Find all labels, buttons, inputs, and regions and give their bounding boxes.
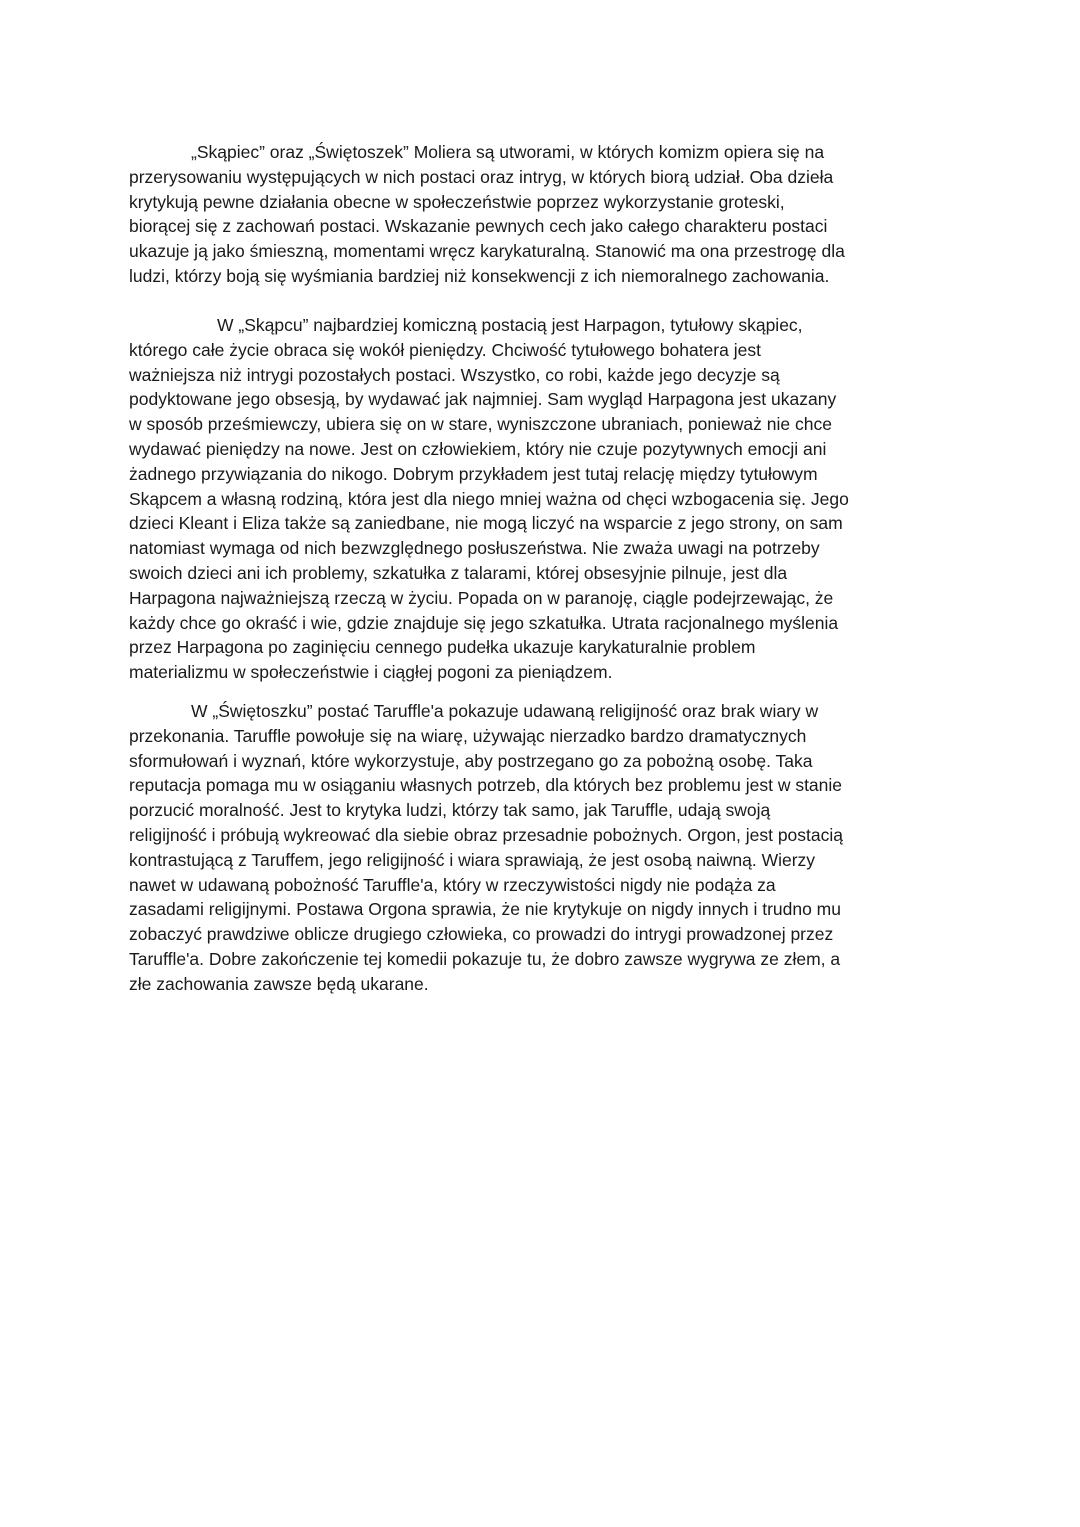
paragraph-line: swoich dzieci ani ich problemy, szkatułka z talarami, której obsesyjnie pilnuje, jest dla xyxy=(129,562,788,583)
paragraph-line: ważniejsza niż intrygi pozostałych postaci. Wszystko, co robi, każde jego decyzje są xyxy=(129,364,780,385)
paragraph-line: zobaczyć prawdziwe oblicze drugiego człowieka, co prowadzi do intrygi prowadzonej przez xyxy=(129,924,834,945)
paragraph-line: religijność i próbują wykreować dla siebie obraz przesadnie pobożnych. Orgon, jest postacią xyxy=(129,824,843,845)
paragraph-line: materializmu w społeczeństwie i ciągłej pogoni za pieniądzem. xyxy=(129,662,613,683)
paragraph-line: przez Harpagona po zaginięciu cennego pudełka ukazuje karykaturalnie problem xyxy=(129,637,756,658)
paragraph-line: podyktowane jego obsesją, by wydawać jak najmniej. Sam wygląd Harpagona jest ukazany xyxy=(129,389,837,410)
paragraph-skapiec xyxy=(129,313,955,685)
paragraph-line: dzieci Kleant i Eliza także są zaniedbane, nie mogą liczyć na wsparcie z jego strony, on sam xyxy=(129,513,843,534)
paragraph-line: którego całe życie obraca się wokół pieniędzy. Chciwość tytułowego bohatera jest xyxy=(129,339,761,360)
paragraph-line: ludzi, którzy boją się wyśmiania bardziej niż konsekwencji z ich niemoralnego zachowania. xyxy=(129,265,830,286)
paragraph-line: biorącej się z zachowań postaci. Wskazanie pewnych cech jako całego charakteru postaci xyxy=(129,216,828,237)
paragraph-line: w sposób prześmiewczy, ubiera się on w stare, wyniszczone ubraniach, ponieważ nie chce xyxy=(129,414,832,435)
paragraph-line: kontrastującą z Taruffem, jego religijność i wiara sprawiają, że jest osobą naiwną. Wierzy xyxy=(129,849,816,870)
paragraph-line: złe zachowania zawsze będą ukarane. xyxy=(129,973,429,994)
paragraph-line: „Skąpiec” oraz „Świętoszek” Moliera są utworami, w których komizm opiera się na xyxy=(191,142,825,162)
paragraph-line: sformułowań i wyznań, które wykorzystuje, aby postrzegano go za pobożną osobę. Taka xyxy=(129,750,813,771)
paragraph-line: W „Świętoszku” postać Taruffle'a pokazuje udawaną religijność oraz brak wiary w xyxy=(191,701,819,721)
paragraph-swietoszek xyxy=(129,699,955,997)
paragraph-line: każdy chce go okraść i wie, gdzie znajduje się jego szkatułka. Utrata racjonalnego myślenia xyxy=(129,612,839,633)
paragraph-line: Skąpcem a własną rodziną, która jest dla niego mniej ważna od chęci wzbogacenia się. Jego xyxy=(129,488,849,509)
paragraph-line: Taruffle'a. Dobre zakończenie tej komedii pokazuje tu, że dobro zawsze wygrywa ze złem, a xyxy=(129,948,841,969)
paragraph-line: przekonania. Taruffle powołuje się na wiarę, używając nierzadko bardzo dramatycznych xyxy=(129,725,807,746)
paragraph-line: porzucić moralność. Jest to krytyka ludzi, którzy tak samo, jak Taruffle, udają swoją xyxy=(129,800,771,821)
paragraph-line: ukazuje ją jako śmieszną, momentami wręcz karykaturalną. Stanowić ma ona przestrogę dla xyxy=(129,241,845,262)
paragraph-line: przerysowaniu występujących w nich postaci oraz intryg, w których biorą udział. Oba dzieła xyxy=(129,166,834,187)
paragraph-line: zasadami religijnymi. Postawa Orgona sprawia, że nie krytykuje on nigdy innych i trudno mu xyxy=(129,899,841,920)
paragraph-line: wydawać pieniędzy na nowe. Jest on człowiekiem, który nie czuje pozytywnych emocji ani xyxy=(129,438,827,459)
paragraph-line: natomiast wymaga od nich bezwzględnego posłuszeństwa. Nie zważa uwagi na potrzeby xyxy=(129,538,820,559)
paragraph-line: Harpagona najważniejszą rzeczą w życiu. Popada on w paranoję, ciągle podejrzewając, że xyxy=(129,587,834,608)
paragraph-line: reputacja pomaga mu w osiąganiu własnych potrzeb, dla których bez problemu jest w stanie xyxy=(129,775,843,796)
paragraph-line: krytykują pewne działania obecne w społeczeństwie poprzez wykorzystanie groteski, xyxy=(129,191,785,212)
paragraph-intro xyxy=(129,140,955,289)
paragraph-line: W „Skąpcu” najbardziej komiczną postacią jest Harpagon, tytułowy skąpiec, xyxy=(217,315,803,335)
paragraph-line: żadnego przywiązania do nikogo. Dobrym przykładem jest tutaj relację między tytułowym xyxy=(129,463,818,484)
paragraph-line: nawet w udawaną pobożność Taruffle'a, który w rzeczywistości nigdy nie podąża za xyxy=(129,874,776,895)
